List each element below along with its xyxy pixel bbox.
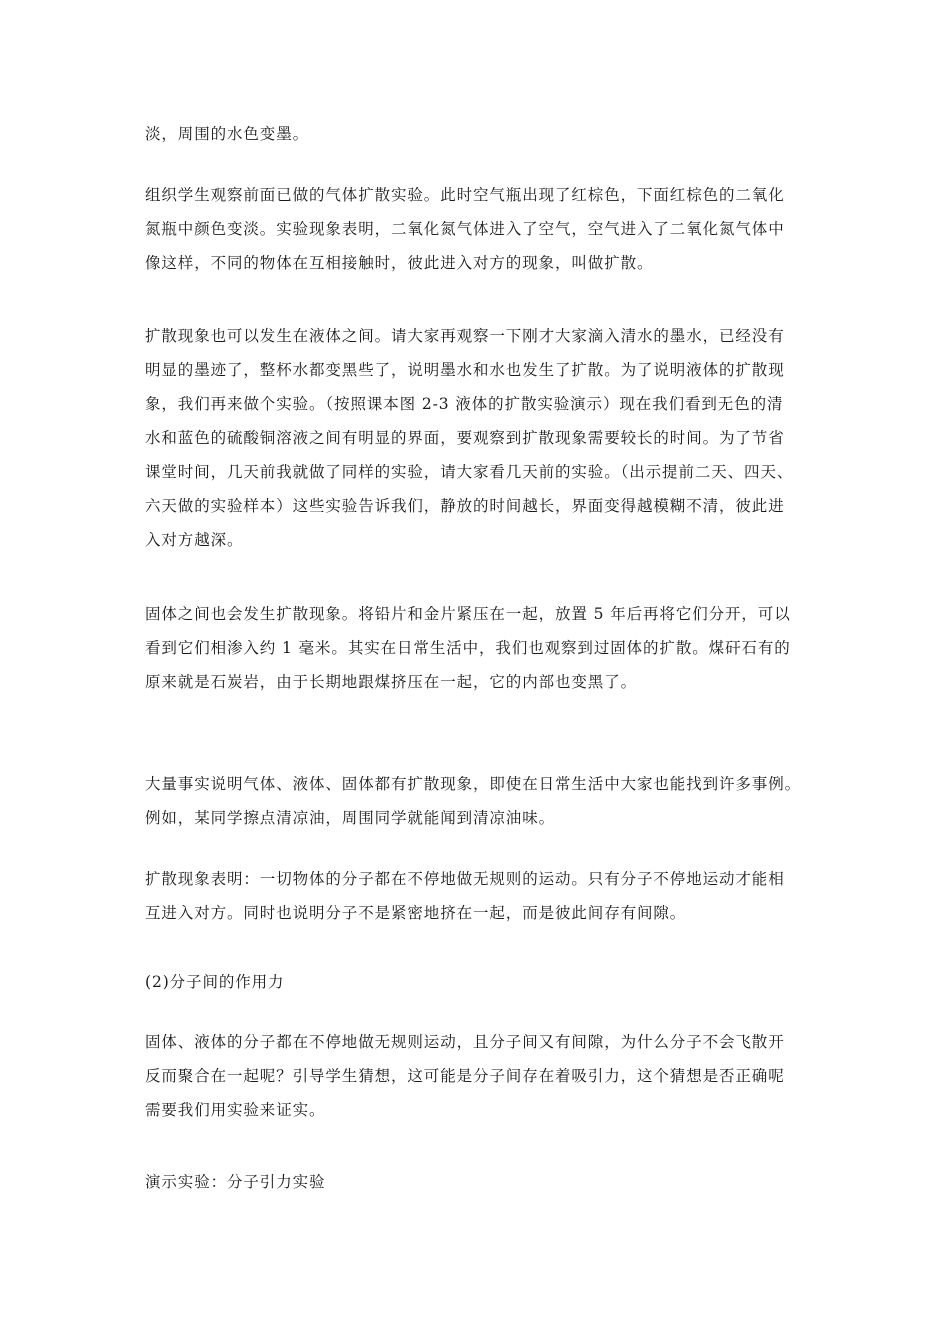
text-line: 看到它们相渗入约 1 毫米。其实在日常生活中，我们也观察到过固体的扩散。煤矸石有的: [145, 639, 791, 657]
text-line: 扩散现象表明：一切物体的分子都在不停地做无规则的运动。只有分子不停地运动才能相: [145, 870, 785, 888]
text-line: 淡，周围的水色变墨。: [145, 125, 310, 143]
text-line: 象，我们再来做个实验。（按照课本图 2-3 液体的扩散实验演示）现在我们看到无色的清: [145, 395, 784, 413]
text-line: 课堂时间，几天前我就做了同样的实验，请大家看几天前的实验。（出示提前二天、四天、: [145, 463, 794, 481]
text-line: 例如，某同学擦点清凉油，周围同学就能闻到清凉油味。: [145, 809, 556, 827]
text-line: 原来就是石炭岩，由于长期地跟煤挤压在一起，它的内部也变黑了。: [145, 673, 638, 691]
paragraph-molecular-motion: [145, 862, 825, 930]
text-line: 像这样，不同的物体在互相接触时，彼此进入对方的现象，叫做扩散。: [145, 254, 654, 272]
paragraph-attraction-hypothesis: [145, 1025, 825, 1127]
text-line: 六天做的实验样本）这些实验告诉我们，静放的时间越长，界面变得越模糊不清，彼此进: [145, 497, 785, 515]
text-line: 氮瓶中颜色变淡。实验现象表明，二氧化氮气体进入了空气，空气进入了二氧化氮气体中: [145, 220, 785, 238]
text-line: 需要我们用实验来证实。: [145, 1101, 326, 1119]
paragraph-ink-fade: [145, 117, 825, 151]
paragraph-liquid-diffusion: [145, 319, 825, 557]
text-line: 固体之间也会发生扩散现象。将铅片和金片紧压在一起，放置 5 年后再将它们分开，可以: [145, 605, 791, 623]
text-line: 明显的墨迹了，整杯水都变黑些了，说明墨水和水也发生了扩散。为了说明液体的扩散现: [145, 361, 785, 379]
paragraph-demo-experiment: [145, 1165, 825, 1199]
text-line: (2)分子间的作用力: [145, 973, 285, 991]
paragraph-gas-diffusion: [145, 178, 825, 280]
paragraph-everyday-examples: [145, 767, 825, 835]
text-line: 入对方越深。: [145, 531, 244, 549]
text-line: 互进入对方。同时也说明分子不是紧密地挤在一起，而是彼此间存有间隙。: [145, 904, 687, 922]
text-line: 大量事实说明气体、液体、固体都有扩散现象，即使在日常生活中大家也能找到许多事例。: [145, 775, 802, 793]
text-line: 演示实验：分子引力实验: [145, 1173, 326, 1191]
text-line: 组织学生观察前面已做的气体扩散实验。此时空气瓶出现了红棕色，下面红棕色的二氧化: [145, 186, 785, 204]
paragraph-solid-diffusion: [145, 597, 825, 699]
text-line: 反而聚合在一起呢？引导学生猜想，这可能是分子间存在着吸引力，这个猜想是否正确呢: [145, 1067, 785, 1085]
text-line: 扩散现象也可以发生在液体之间。请大家再观察一下刚才大家滴入清水的墨水，已经没有: [145, 327, 785, 345]
text-line: 水和蓝色的硫酸铜溶液之间有明显的界面，要观察到扩散现象需要较长的时间。为了节省: [145, 429, 785, 447]
text-line: 固体、液体的分子都在不停地做无规则运动，且分子间又有间隙，为什么分子不会飞散开: [145, 1033, 785, 1051]
section-heading-intermolecular-force: [145, 965, 825, 999]
